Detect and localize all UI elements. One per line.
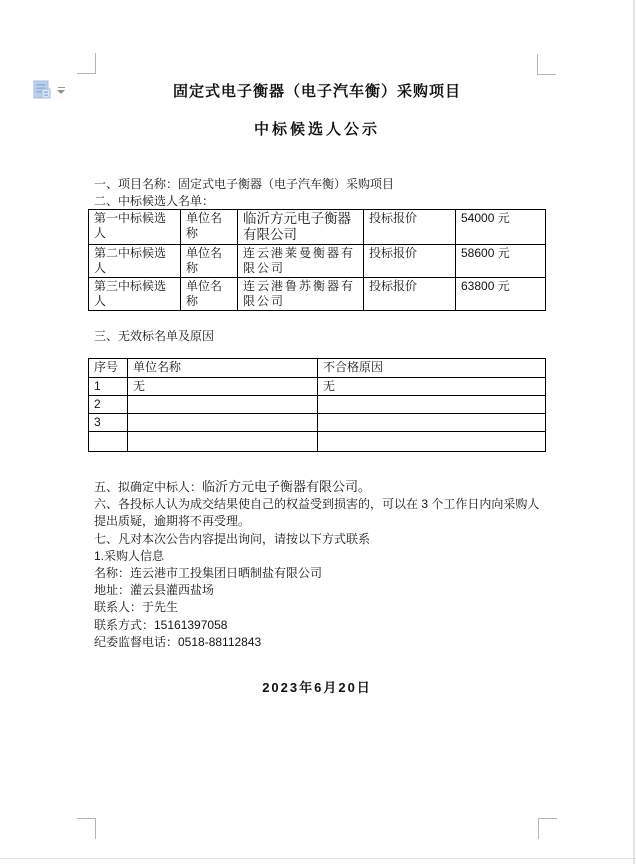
unit-label-cell: 单位名称 (181, 278, 238, 311)
bid-price-cell: 54000 元 (456, 210, 546, 245)
candidate-rank-cell: 第二中标候选人 (89, 245, 181, 278)
seq-cell: 3 (89, 414, 128, 432)
margin-cropmark-bottom-right (538, 818, 557, 839)
document-subtitle: 中标候选人公示 (253, 121, 380, 138)
seq-cell: 1 (89, 378, 128, 396)
unit-label-cell: 单位名称 (181, 245, 238, 278)
bid-label-cell: 投标报价 (364, 245, 456, 278)
margin-cropmark-top-right (537, 54, 556, 75)
unit-cell (128, 414, 318, 432)
unit-cell (128, 396, 318, 414)
margin-cropmark-bottom-left (77, 818, 96, 839)
invalid-row-4 (89, 432, 546, 452)
invalid-row-2 (89, 396, 546, 414)
reason-cell: 无 (318, 378, 546, 396)
unit-cell: 无 (128, 378, 318, 396)
page-bottom-edge (0, 858, 636, 859)
paste-options-dropdown-icon[interactable] (57, 87, 66, 94)
reason-cell (318, 432, 546, 452)
invalid-table-header-row (89, 359, 546, 378)
document-date: 2023年6月20日 (262, 680, 372, 695)
buyer-name: 名称：连云港市工投集团日晒制盐有限公司 (94, 566, 323, 581)
section-inquiry: 七、凡对本次公告内容提出询问，请按以下方式联系 (94, 531, 371, 546)
winner-company: 临沂方元电子衡器有限公司。 (202, 479, 372, 494)
candidate-row-2 (89, 245, 546, 278)
seq-cell: 2 (89, 396, 128, 414)
invalid-row-1 (89, 378, 546, 396)
reason-cell (318, 414, 546, 432)
notice-body (94, 478, 540, 651)
candidate-row-1 (89, 210, 546, 245)
candidate-rank-cell: 第三中标候选人 (89, 278, 181, 311)
candidate-rank-cell: 第一中标候选人 (89, 210, 181, 245)
bid-price-cell: 58600 元 (456, 245, 546, 278)
unit-cell (128, 432, 318, 452)
bid-label-cell: 投标报价 (364, 278, 456, 311)
winner-label: 五、拟确定中标人： (94, 480, 203, 494)
margin-cropmark-top-left (77, 53, 96, 74)
company-name-cell: 连云港鲁苏衡器有限公司 (238, 278, 364, 311)
buyer-contact-person: 联系人：于先生 (94, 600, 179, 615)
section-objection: 六、各投标人认为成交结果使自己的权益受到损害的，可以在 3 个工作日内向采购人提出质疑，逾期将不再受理。 (94, 497, 540, 529)
company-name-cell: 临沂方元电子衡器有限公司 (238, 210, 364, 245)
buyer-address: 地址：灌云县灌西盐场 (94, 583, 215, 598)
column-header-unit: 单位名称 (128, 359, 318, 378)
column-header-seq: 序号 (89, 359, 128, 378)
document-title: 固定式电子衡器（电子汽车衡）采购项目 (172, 83, 461, 100)
section-winner (94, 478, 540, 496)
section-project-name: 一、项目名称：固定式电子衡器（电子汽车衡）采购项目 (94, 177, 395, 191)
buyer-phone: 联系方式：15161397058 (94, 617, 228, 632)
buyer-info-heading: 1.采购人信息 (94, 548, 165, 563)
paste-options-button[interactable] (33, 80, 69, 102)
supervision-phone: 纪委监督电话：0518-88112843 (94, 634, 262, 649)
invalid-bids-table (88, 358, 546, 452)
candidates-table (88, 209, 546, 311)
seq-cell (89, 432, 128, 452)
candidate-row-3 (89, 278, 546, 311)
unit-label-cell: 单位名称 (181, 210, 238, 245)
bid-price-cell: 63800 元 (456, 278, 546, 311)
bid-label-cell: 投标报价 (364, 210, 456, 245)
column-header-reason: 不合格原因 (318, 359, 546, 378)
reason-cell (318, 396, 546, 414)
invalid-row-3 (89, 414, 546, 432)
scrollbar-track[interactable] (633, 0, 635, 864)
section-invalid-bids-heading: 三、无效标名单及原因 (94, 329, 215, 343)
section-candidates-heading: 二、中标候选人名单： (94, 194, 215, 208)
company-name-cell: 连云港莱曼衡器有限公司 (238, 245, 364, 278)
